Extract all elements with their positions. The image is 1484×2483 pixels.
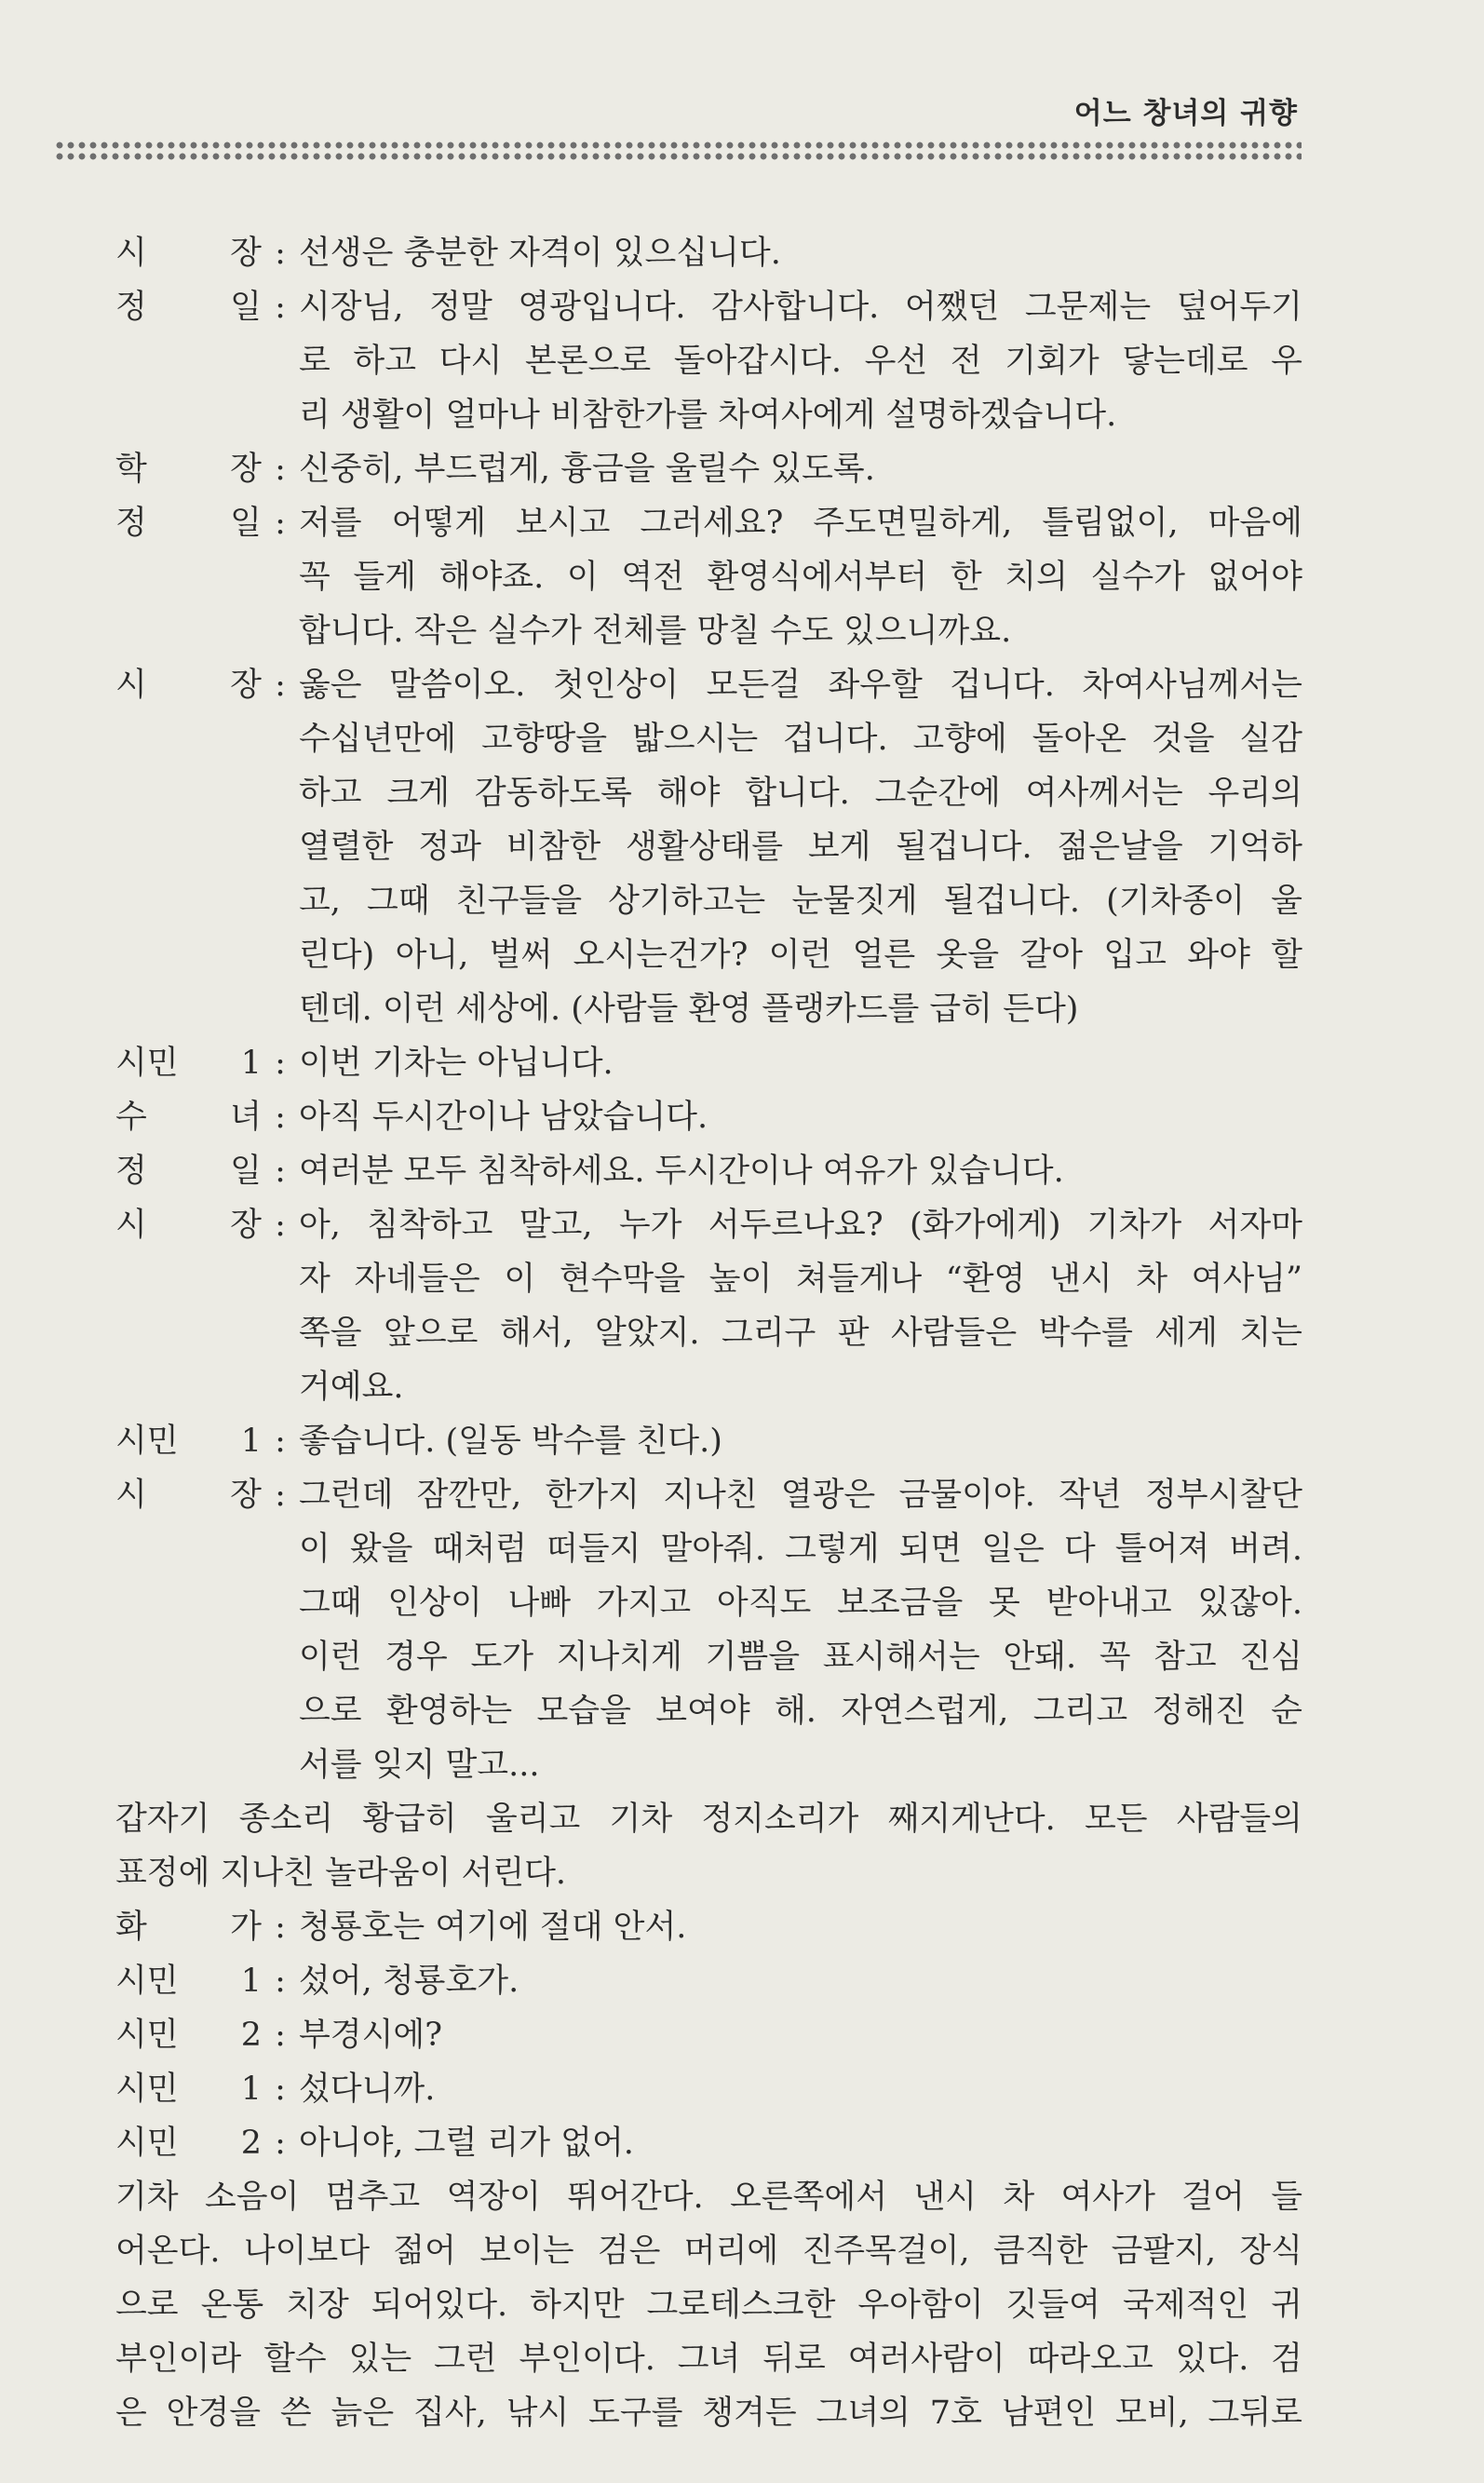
stage-direction-text: 부인이라 할수 있는 그런 부인이다. 그녀 뒤로 여러사람이 따라오고 있다. 검 [115,2341,1302,2378]
dialogue-line [115,1414,1302,1468]
speaker-name: 시민 1 [115,1045,262,1082]
dialogue-text: 이런 경우 도가 지나치게 기쁨을 표시해서는 안돼. 꼭 참고 진심 [299,1639,1302,1676]
dialogue-text: 여러분 모두 침착하세요. 두시간이나 여유가 있습니다. [299,1153,1064,1190]
speaker-separator: : [275,2017,286,2054]
speaker-separator: : [275,1045,286,1082]
dialogue-continuation [115,604,1302,658]
speaker-separator: : [275,1477,286,1514]
dialogue-text: 선생은 충분한 자격이 있으십니다. [299,235,781,272]
stage-direction-line [115,1846,1302,1900]
dialogue-text: 신중히, 부드럽게, 흉금을 울릴수 있도록. [299,451,875,488]
speaker-name: 시민 1 [115,2071,262,2108]
dialogue-continuation [115,1522,1302,1576]
speaker-separator: : [275,1909,286,1946]
dialogue-line [115,442,1302,496]
dialogue-line [115,658,1302,712]
dialogue-line [115,280,1302,334]
dialogue-text: 그때 인상이 나빠 가지고 아직도 보조금을 못 받아내고 있잖아. [299,1585,1302,1622]
speaker-separator: : [275,1099,286,1136]
dialogue-text: 저를 어떻게 보시고 그러세요? 주도면밀하게, 틀림없이, 마음에 [299,505,1302,542]
stage-direction-line [115,2224,1302,2278]
dialogue-continuation [115,1306,1302,1360]
dialogue-text: 좋습니다. (일동 박수를 친다.) [299,1423,722,1460]
dialogue-line [115,1900,1302,1954]
speaker-name: 시민 1 [115,1963,262,2000]
speaker-name: 수 녀 [115,1099,262,1136]
dialogue-text: 이번 기차는 아닙니다. [299,1045,614,1082]
dialogue-line [115,1144,1302,1198]
stage-direction-line [115,2332,1302,2386]
dialogue-line [115,1090,1302,1144]
dialogue-text: 열렬한 정과 비참한 생활상태를 보게 될겁니다. 젊은날을 기억하 [299,829,1302,866]
dialogue-continuation [115,928,1302,982]
dialogue-line [115,226,1302,280]
dialogue-continuation [115,1360,1302,1414]
stage-direction-text: 어온다. 나이보다 젊어 보이는 검은 머리에 진주목걸이, 큼직한 금팔지, 장식 [115,2233,1302,2270]
dialogue-text: 부경시에? [299,2017,443,2054]
stage-direction-line [115,1792,1302,1846]
stage-direction-text: 은 안경을 쓴 늙은 집사, 낚시 도구를 챙겨든 그녀의 7호 남편인 모비, 그뒤로 [115,2395,1302,2432]
dialogue-text: 텐데. 이런 세상에. (사람들 환영 플랭카드를 급히 든다) [299,991,1079,1028]
dialogue-text: 그런데 잠깐만, 한가지 지나친 열광은 금물이야. 작년 정부시찰단 [299,1477,1302,1514]
stage-direction-text: 갑자기 종소리 황급히 울리고 기차 정지소리가 째지게난다. 모든 사람들의 [115,1801,1302,1838]
dialogue-continuation [115,388,1302,442]
dialogue-text: 하고 크게 감동하도록 해야 합니다. 그순간에 여사께서는 우리의 [299,775,1302,812]
speaker-name: 시민 2 [115,2017,262,2054]
dialogue-text: 수십년만에 고향땅을 밟으시는 겁니다. 고향에 돌아온 것을 실감 [299,721,1302,758]
dialogue-continuation [115,1252,1302,1306]
dotted-header-rule [54,140,1302,162]
dialogue-line [115,1468,1302,1522]
running-title: 어느 창녀의 귀향 [1073,97,1298,130]
dialogue-line [115,2116,1302,2170]
dialogue-text: 시장님, 정말 영광입니다. 감사합니다. 어쨌던 그문제는 덮어두기 [299,289,1302,326]
dialogue-continuation [115,1576,1302,1630]
dialogue-line [115,1036,1302,1090]
dialogue-continuation [115,982,1302,1036]
dialogue-line [115,496,1302,550]
speaker-name: 정 일 [115,1153,262,1190]
speaker-name: 시 장 [115,1207,262,1244]
dialogue-text: 섰다니까. [299,2071,436,2108]
speaker-name: 정 일 [115,505,262,542]
speaker-name: 시 장 [115,1477,262,1514]
speaker-name: 시민 1 [115,1423,262,1460]
stage-direction-text: 기차 소음이 멈추고 역장이 뛰어간다. 오른쪽에서 낸시 차 여사가 걸어 들 [115,2179,1302,2216]
dialogue-text: 고, 그때 친구들을 상기하고는 눈물짓게 될겁니다. (기차종이 울 [299,883,1302,920]
speaker-separator: : [275,1963,286,2000]
speaker-name: 화 가 [115,1909,262,1946]
dialogue-line [115,1198,1302,1252]
dialogue-text: 거예요. [299,1369,404,1406]
stage-direction-text: 표정에 지나친 놀라움이 서린다. [115,1855,567,1892]
stage-direction-line [115,2278,1302,2332]
speaker-separator: : [275,1207,286,1244]
dialogue-text: 로 하고 다시 본론으로 돌아갑시다. 우선 전 기회가 닿는데로 우 [299,343,1302,380]
dialogue-continuation [115,712,1302,766]
speaker-separator: : [275,667,286,704]
dialogue-text: 이 왔을 때처럼 떠들지 말아줘. 그렇게 되면 일은 다 틀어져 버려. [299,1531,1302,1568]
dialogue-text: 서를 잊지 말고... [299,1747,540,1784]
speaker-separator: : [275,505,286,542]
stage-direction-text: 으로 온통 치장 되어있다. 하지만 그로테스크한 우아함이 깃들여 국제적인 귀 [115,2287,1302,2324]
dialogue-text: 청룡호는 여기에 절대 안서. [299,1909,687,1946]
dialogue-text: 린다) 아니, 벌써 오시는건가? 이런 얼른 옷을 갈아 입고 와야 할 [299,937,1302,974]
speaker-separator: : [275,1423,286,1460]
dialogue-continuation [115,1630,1302,1684]
dialogue-continuation [115,1684,1302,1738]
speaker-name: 시 장 [115,667,262,704]
dialogue-text: 자 자네들은 이 현수막을 높이 쳐들게나 “환영 낸시 차 여사님” [299,1261,1302,1298]
stage-direction-line [115,2170,1302,2224]
dialogue-line [115,2062,1302,2116]
speaker-name: 시민 2 [115,2125,262,2162]
dialogue-text: 옳은 말씀이오. 첫인상이 모든걸 좌우할 겁니다. 차여사님께서는 [299,667,1302,704]
speaker-name: 정 일 [115,289,262,326]
dialogue-text: 쪽을 앞으로 해서, 알았지. 그리구 판 사람들은 박수를 세게 치는 [299,1315,1302,1352]
dialogue-text: 꼭 들게 해야죠. 이 역전 환영식에서부터 한 치의 실수가 없어야 [299,559,1302,596]
speaker-separator: : [275,1153,286,1190]
speaker-name: 학 장 [115,451,262,488]
dialogue-text: 섰어, 청룡호가. [299,1963,519,2000]
speaker-separator: : [275,289,286,326]
stage-direction-line [115,2386,1302,2440]
dialogue-text: 아니야, 그럴 리가 없어. [299,2125,634,2162]
dialogue-line [115,1954,1302,2008]
speaker-separator: : [275,2125,286,2162]
dialogue-text: 아직 두시간이나 남았습니다. [299,1099,708,1136]
speaker-separator: : [275,451,286,488]
dialogue-text: 합니다. 작은 실수가 전체를 망칠 수도 있으니까요. [299,613,1012,650]
dialogue-line [115,2008,1302,2062]
speaker-name: 시 장 [115,235,262,272]
dialogue-continuation [115,820,1302,874]
script-body [115,226,1302,2440]
dialogue-continuation [115,874,1302,928]
dialogue-continuation [115,550,1302,604]
dialogue-continuation [115,1738,1302,1792]
dialogue-continuation [115,766,1302,820]
dialogue-text: 으로 환영하는 모습을 보여야 해. 자연스럽게, 그리고 정해진 순 [299,1693,1302,1730]
dialogue-text: 아, 침착하고 말고, 누가 서두르나요? (화가에게) 기차가 서자마 [299,1207,1302,1244]
speaker-separator: : [275,2071,286,2108]
dialogue-text: 리 생활이 얼마나 비참한가를 차여사에게 설명하겠습니다. [299,397,1117,434]
dialogue-continuation [115,334,1302,388]
speaker-separator: : [275,235,286,272]
